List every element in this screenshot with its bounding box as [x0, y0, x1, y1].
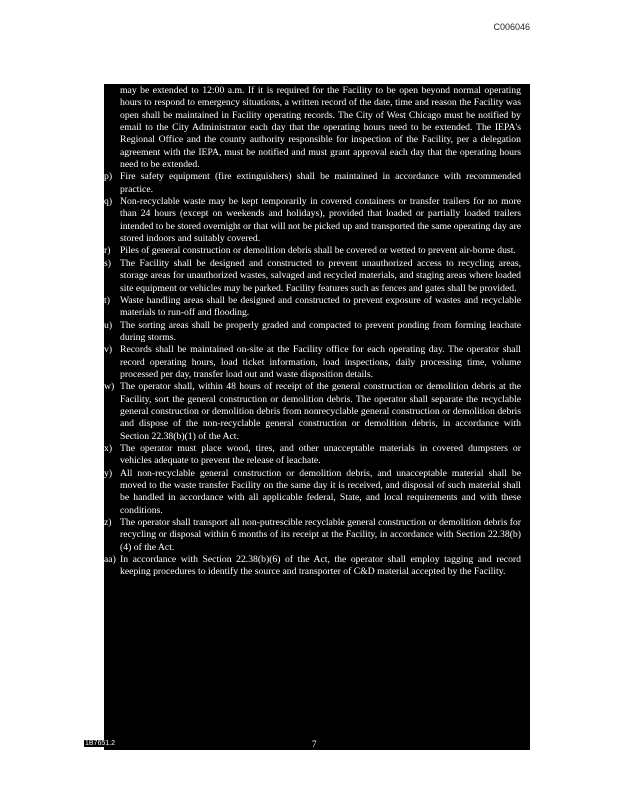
condition-item	[104, 258, 530, 295]
condition-label: aa)	[104, 554, 116, 566]
condition-item	[104, 295, 530, 320]
condition-label: p)	[104, 171, 113, 183]
condition-text: Non-recyclable waste may be kept temporarily in covered containers or transfer trailers for no more than 24 hours (except on weekends and holidays), provided that loaded or partially loaded trailers intended to be stored overnight or that will not be picked up and transported the same operating day are stored indoors and suitably covered.	[120, 196, 521, 245]
condition-label: v)	[104, 344, 113, 356]
condition-text: Records shall be maintained on-site at the Facility office for each operating day. The operator shall record operating hours, load ticket information, load inspections, daily processing time, volume processed per day, transfer load out and waste disposition details.	[120, 344, 521, 380]
page-number: 7	[312, 739, 317, 749]
condition-text: In accordance with Section 22.38(b)(6) of the Act, the operator shall employ tagging and record keeping procedures to identify the source and transporter of C&D material accepted by the Facility.	[120, 554, 521, 578]
condition-label: t)	[104, 294, 110, 306]
condition-item	[104, 196, 530, 245]
intro-paragraph: may be extended to 12:00 a.m. If it is required for the Facility to be open beyond normal operating hours to respond to emergency situations, a written record of the date, time and reason the Facility was open shall be maintained in Facility operating records. The City of West Chicago must be notified by email to the City Administrator each day that the operating hours need to be extended. The IEPA's Regional Office and the county authority responsible for inspection of the Facility, per a delegation agreement with the IEPA, must be notified and must grant approval each day that the operating hours need to be extended.	[120, 85, 521, 171]
condition-text: Piles of general construction or demolition debris shall be covered or wetted to prevent air-borne dust.	[120, 245, 516, 257]
condition-label: z)	[104, 517, 112, 529]
condition-text: Fire safety equipment (fire extinguishers) shall be maintained in accordance with recommended practice.	[120, 171, 521, 195]
condition-item	[104, 517, 530, 554]
condition-item	[104, 443, 530, 468]
condition-text: Waste handling areas shall be designed and constructed to prevent exposure of wastes and recyclable materials to run-off and flooding.	[120, 294, 521, 319]
condition-item	[104, 245, 530, 257]
condition-label: y)	[104, 467, 113, 479]
condition-label: q)	[104, 196, 113, 208]
condition-text: All non-recyclable general construction or demolition debris, and unacceptable material shall be moved to the waste transfer Facility on the same day it is received, and disposal of such material shall be handled in accordance with all applicable federal, State, and local requirements and with these conditions.	[120, 467, 521, 516]
condition-text: The Facility shall be designed and constructed to prevent unauthorized access to recycling areas, storage areas for unauthorized wastes, salvaged and recycled materials, and staging areas where loaded site equipment or vehicles may be parked. Facility features such as fences and gates shall be provided.	[120, 257, 521, 294]
condition-label: r)	[104, 245, 111, 257]
document-body	[104, 84, 530, 750]
condition-text: The sorting areas shall be properly graded and compacted to prevent ponding from forming leachate during storms.	[120, 319, 521, 343]
condition-label: x)	[104, 442, 113, 454]
condition-text: The operator must place wood, tires, and other unacceptable materials in covered dumpsters or vehicles adequate to prevent the release of leachate.	[120, 442, 521, 467]
condition-text: The operator shall transport all non-putrescible recyclable general construction or demolition debris for recycling or disposal within 6 months of its receipt at the Facility, in accordance with Section 22.38(b)(4) of the Act.	[120, 517, 521, 553]
condition-text: The operator shall, within 48 hours of receipt of the general construction or demolition debris at the Facility, sort the general construction or demolition debris. The operator shall separate the recyclable general construction or demolition debris from nonrecyclable general construction or demolition debris and dispose of the non-recyclable general construction or demolition debris, in accordance with Section 22.38(b)(1) of the Act.	[120, 381, 521, 442]
condition-item	[104, 320, 530, 345]
condition-label: w)	[104, 381, 115, 393]
condition-label: u)	[104, 319, 113, 331]
footer-code: 1B7651.2	[85, 740, 115, 747]
condition-label: s)	[104, 257, 111, 269]
document-id: C006046	[493, 22, 530, 32]
condition-item	[104, 171, 530, 196]
condition-item	[104, 468, 530, 517]
condition-item	[104, 554, 530, 579]
condition-item	[104, 344, 530, 381]
condition-item	[104, 381, 530, 443]
conditions-list	[104, 171, 530, 578]
